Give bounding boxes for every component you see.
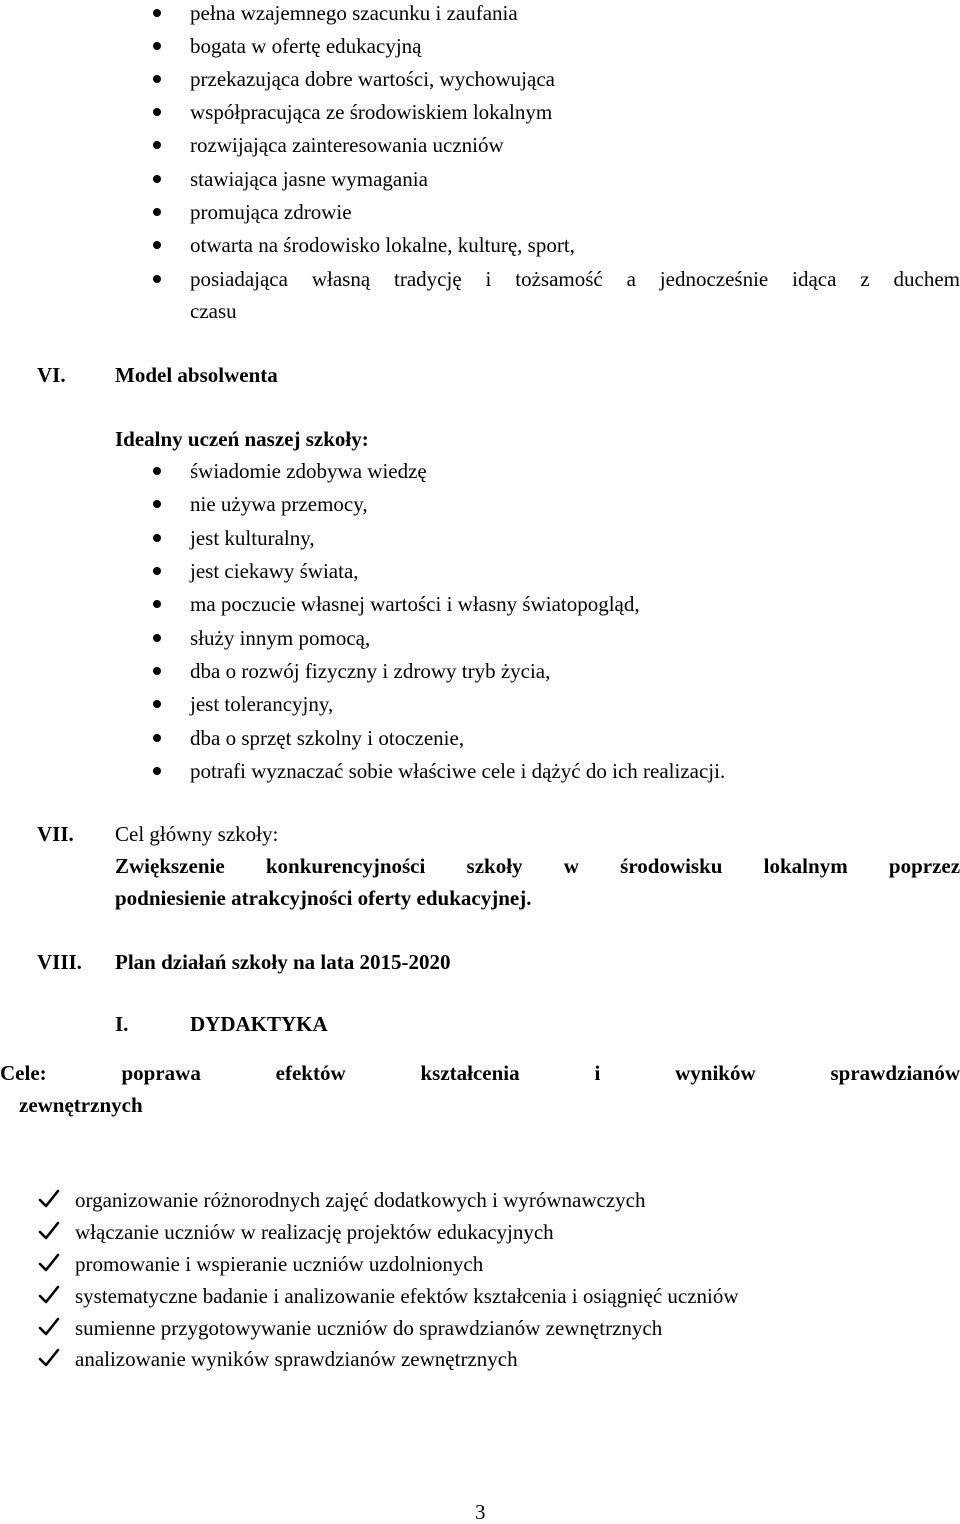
goal-word: konkurencyjności	[265, 854, 426, 878]
list-item: pełna wzajemnego szacunku i zaufania	[190, 1, 518, 25]
goal-word: lokalnym	[763, 854, 848, 878]
list-item: organizowanie różnorodnych zajęć dodatkowych i wyrównawczych	[75, 1188, 646, 1212]
goals-word: Cele:	[0, 1061, 47, 1085]
goals-word: i	[594, 1061, 601, 1085]
section-number: VII.	[37, 822, 74, 846]
goals-word: sprawdzianów	[830, 1061, 960, 1085]
subsection-number: I.	[115, 1012, 129, 1036]
bullet	[153, 42, 161, 50]
checkmark-icon	[38, 1188, 60, 1210]
main-goal-line-1	[115, 856, 960, 877]
list-item: sumienne przygotowywanie uczniów do sprawdzianów zewnętrznych	[75, 1316, 663, 1340]
bullet	[153, 667, 161, 675]
goals-word: wyników	[675, 1061, 756, 1085]
section-subtitle: Idealny uczeń naszej szkoły:	[115, 427, 369, 451]
goals-word: efektów	[275, 1061, 346, 1085]
list-item: świadomie zdobywa wiedzę	[190, 459, 427, 483]
bullet	[153, 534, 161, 542]
section-title: Model absolwenta	[115, 363, 278, 387]
list-item: systematyczne badanie i analizowanie efektów kształcenia i osiągnięć uczniów	[75, 1284, 739, 1308]
list-item: otwarta na środowisko lokalne, kulturę, sport,	[190, 233, 575, 257]
goals-word: poprawa	[121, 1061, 201, 1085]
bullet	[153, 500, 161, 508]
list-item: nie używa przemocy,	[190, 492, 368, 516]
bullet	[153, 275, 161, 283]
checkmark-icon	[38, 1220, 60, 1242]
list-item: bogata w ofertę edukacyjną	[190, 34, 422, 58]
list-item: promowanie i wspieranie uczniów uzdolnionych	[75, 1252, 484, 1276]
goal-word: poprzez	[888, 854, 960, 878]
bullet	[153, 567, 161, 575]
goals-line-1	[0, 1063, 960, 1084]
section-label: Cel główny szkoły:	[115, 822, 279, 846]
bullet	[153, 600, 161, 608]
bullet	[153, 634, 161, 642]
subsection-title: DYDAKTYKA	[190, 1012, 328, 1036]
list-item: posiadająca własną tradycję i tożsamość a jednocześnie idąca z duchem	[190, 267, 960, 291]
list-item: współpracująca ze środowiskiem lokalnym	[190, 100, 553, 124]
list-item: ma poczucie własnej wartości i własny światopogląd,	[190, 592, 640, 616]
list-item: służy innym pomocą,	[190, 626, 371, 650]
list-item: promująca zdrowie	[190, 200, 352, 224]
list-item-continuation: czasu	[190, 299, 237, 323]
checkmark-icon	[38, 1252, 60, 1274]
list-item: włączanie uczniów w realizację projektów edukacyjnych	[75, 1220, 554, 1244]
list-item: jest ciekawy świata,	[190, 559, 359, 583]
list-item: analizowanie wyników sprawdzianów zewnętrznych	[75, 1347, 518, 1371]
section-title: Plan działań szkoły na lata 2015-2020	[115, 950, 451, 974]
list-item: rozwijająca zainteresowania uczniów	[190, 133, 504, 157]
goal-word: szkoły	[466, 854, 523, 878]
bullet	[153, 767, 161, 775]
goals-word: kształcenia	[420, 1061, 520, 1085]
bullet	[153, 9, 161, 17]
bullet	[153, 467, 161, 475]
main-goal-line-2: podniesienie atrakcyjności oferty edukacyjnej.	[115, 886, 532, 910]
list-item: jest kulturalny,	[190, 526, 315, 550]
bullet	[153, 108, 161, 116]
bullet	[153, 208, 161, 216]
goal-word: środowisku	[620, 854, 723, 878]
goals-line-2: zewnętrznych	[19, 1093, 143, 1117]
bullet	[153, 75, 161, 83]
bullet	[153, 141, 161, 149]
list-item: przekazująca dobre wartości, wychowująca	[190, 67, 555, 91]
bullet	[153, 700, 161, 708]
page-number: 3	[475, 1500, 486, 1524]
bullet	[153, 734, 161, 742]
goal-word: Zwiększenie	[115, 854, 225, 878]
section-number: VIII.	[37, 950, 82, 974]
section-number: VI.	[37, 363, 66, 387]
list-item: jest tolerancyjny,	[190, 692, 334, 716]
list-item: dba o sprzęt szkolny i otoczenie,	[190, 726, 465, 750]
checkmark-icon	[38, 1347, 60, 1369]
list-item: stawiająca jasne wymagania	[190, 167, 428, 191]
list-item: dba o rozwój fizyczny i zdrowy tryb życia,	[190, 659, 551, 683]
list-item: potrafi wyznaczać sobie właściwe cele i dążyć do ich realizacji.	[190, 759, 726, 783]
bullet	[153, 175, 161, 183]
goal-word: w	[563, 854, 579, 878]
checkmark-icon	[38, 1284, 60, 1306]
bullet	[153, 241, 161, 249]
checkmark-icon	[38, 1316, 60, 1338]
